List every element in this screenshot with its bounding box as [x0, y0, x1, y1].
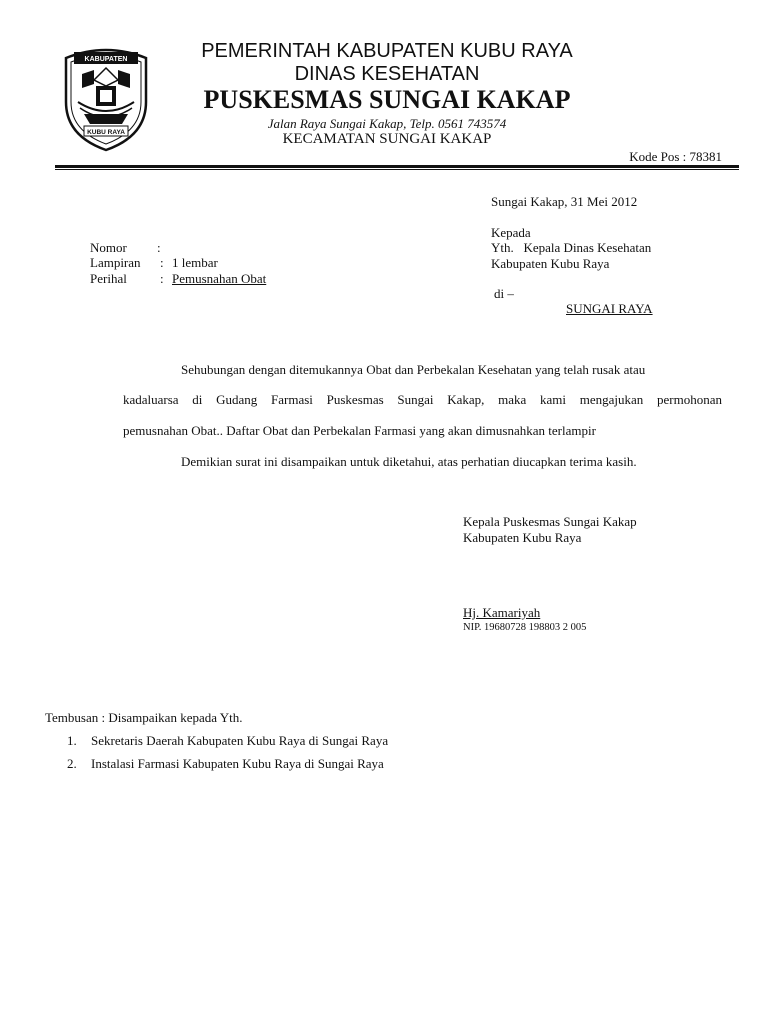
- logo-bottom-text: KUBU RAYA: [87, 129, 125, 136]
- perihal-label: Perihal: [90, 271, 127, 286]
- recipient-yth: Yth. Kepala Dinas Kesehatan: [491, 240, 652, 255]
- lampiran-label: Lampiran: [90, 255, 141, 270]
- header-postal-code: Kode Pos : 78381: [629, 149, 722, 164]
- tembusan-item: Instalasi Farmasi Kabupaten Kubu Raya di Sungai Raya: [91, 756, 384, 771]
- recipient-kepada: Kepada: [491, 225, 531, 240]
- tembusan-intro: Tembusan : Disampaikan kepada Yth.: [45, 710, 243, 725]
- signatory-regency: Kabupaten Kubu Raya: [463, 530, 582, 545]
- body-paragraph1-line3: pemusnahan Obat.. Daftar Obat dan Perbekalan Farmasi yang akan dimusnahkan terlampir: [123, 423, 596, 438]
- nomor-colon: :: [157, 240, 161, 255]
- recipient-di: di –: [494, 286, 514, 301]
- body-paragraph1-line2: kadaluarsa di Gudang Farmasi Puskesmas Sungai Kakap, maka kami mengajukan permohonan: [123, 392, 722, 407]
- kubu-raya-emblem-logo: [60, 40, 152, 152]
- letter-date: Sungai Kakap, 31 Mei 2012: [491, 194, 638, 209]
- lampiran-value: 1 lembar: [172, 255, 218, 270]
- perihal-colon: :: [160, 271, 164, 286]
- recipient-city: SUNGAI RAYA: [566, 301, 653, 316]
- tembusan-item: Sekretaris Daerah Kabupaten Kubu Raya di Sungai Raya: [91, 733, 389, 748]
- header-address: Jalan Raya Sungai Kakap, Telp. 0561 743574: [267, 116, 507, 131]
- letterhead-divider-thin: [55, 169, 739, 170]
- tembusan-item-number: 2.: [67, 756, 77, 771]
- recipient-regency: Kabupaten Kubu Raya: [491, 256, 610, 271]
- header-agency: DINAS KESEHATAN: [294, 63, 480, 85]
- signatory-title: Kepala Puskesmas Sungai Kakap: [463, 514, 637, 529]
- header-kecamatan: KECAMATAN SUNGAI KAKAP: [282, 131, 492, 147]
- body-paragraph1-line1: Sehubungan dengan ditemukannya Obat dan Perbekalan Kesehatan yang telah rusak atau: [181, 362, 646, 377]
- logo-top-text: KABUPATEN: [84, 56, 128, 63]
- tembusan-item-number: 1.: [67, 733, 77, 748]
- letterhead-divider: [55, 165, 739, 168]
- lampiran-colon: :: [160, 255, 164, 270]
- header-puskesmas: PUSKESMAS SUNGAI KAKAP: [203, 85, 571, 114]
- nomor-label: Nomor: [90, 240, 127, 255]
- body-paragraph2: Demikian surat ini disampaikan untuk diketahui, atas perhatian diucapkan terima kasih.: [181, 454, 637, 469]
- signatory-nip: NIP. 19680728 198803 2 005: [463, 622, 587, 633]
- perihal-value: Pemusnahan Obat: [172, 271, 267, 286]
- header-government: PEMERINTAH KABUPATEN KUBU RAYA: [201, 40, 573, 62]
- signatory-name: Hj. Kamariyah: [463, 605, 541, 620]
